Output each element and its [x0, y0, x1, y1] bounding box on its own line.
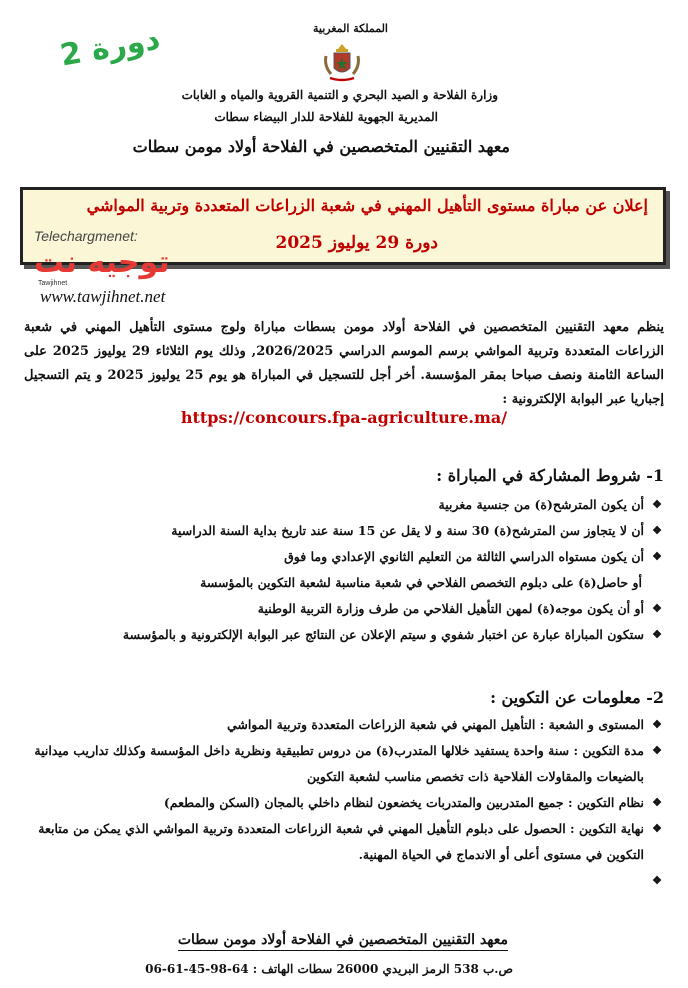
regional-directorate: المديرية الجهوية للفلاحة للدار البيضاء سطات [214, 110, 438, 124]
list-item: ❖ أن يكون المترشح(ة) من جنسية مغربية [32, 492, 662, 518]
intro-paragraph: ينظم معهد التقنيين المتخصصين في الفلاحة أولاد مومن بسطات مباراة ولوج مستوى التأهيل المهني في شعبة الزراعات المتعددة وتربية المواشي برسم الموسم الدراسي 2026/2025, وذلك يوم الثلاثاء 29 يوليوز 2025 على الساعة الثامنة ونصف صباحا بمقر المؤسسة. أخر أجل للتسجيل في المباراة هو يوم 25 يوليوز 2025 و يتم التسجيل إجباريا عبر البوابة الإلكترونية : [24, 320, 665, 407]
footer-institute-name: معهد التقنيين المتخصصين في الفلاحة أولاد مومن سطات [178, 932, 508, 951]
section-participation-conditions-title: 1- شروط المشاركة في المباراة : [436, 466, 664, 485]
diamond-bullet-icon: ❖ [652, 796, 662, 809]
diamond-bullet-icon: ❖ [652, 744, 662, 757]
session-badge: دورة 2 [57, 21, 163, 74]
announcement-date: دورة 29 يوليوز 2025 [275, 233, 438, 253]
watermark-label: Telechargmenet: [34, 228, 138, 244]
registration-link[interactable]: https://concours.fpa-agriculture.ma/ [180, 408, 508, 427]
list-item: ❖ أو أن يكون موجه(ة) لمهن التأهيل الفلاحي من طرف وزارة التربية الوطنية [32, 596, 662, 622]
ministry-name: وزارة الفلاحة و الصيد البحري و التنمية القروية والمياه و الغابات [181, 88, 498, 102]
list-item: ❖ نظام التكوين : جميع المتدربين والمتدربات يخضعون لنظام داخلي بالمجان (السكن والمطعم) [32, 790, 662, 816]
list-item: ❖ أن يكون مستواه الدراسي الثالثة من التعليم الثانوي الإعدادي وما فوق [32, 544, 662, 570]
diamond-bullet-icon: ❖ [652, 498, 662, 511]
diamond-bullet-icon: ❖ [652, 628, 662, 641]
list-item: ❖ المستوى و الشعبة : التأهيل المهني في شعبة الزراعات المتعددة وتربية المواشي [32, 712, 662, 738]
training-info-list [32, 712, 662, 887]
participation-conditions-list [32, 492, 662, 648]
watermark-logo: توجيه نت [34, 245, 170, 280]
watermark-small-text: Tawjihnet [38, 280, 68, 287]
institute-name: معهد التقنيين المتخصصين في الفلاحة أولاد مومن سطات [132, 137, 510, 156]
announcement-title: إعلان عن مباراة مستوى التأهيل المهني في شعبة الزراعات المتعددة وتربية المواشي [86, 196, 648, 215]
kingdom-label: المملكة المغربية [313, 22, 388, 35]
watermark-url[interactable]: www.tawjihnet.net [40, 287, 166, 306]
list-item: أو حاصل(ة) على دبلوم التخصص الفلاحي في شعبة مناسبة لشعبة التكوين بالمؤسسة [200, 575, 642, 590]
diamond-bullet-icon: ❖ [652, 550, 662, 563]
list-item: ❖ نهاية التكوين : الحصول على دبلوم التأهيل المهني في شعبة الزراعات المتعددة وتربية المواشي الذي يمكن من متابعة التكوين في مستوى أعلى أو الاندماج في الحياة المهنية. [32, 816, 662, 868]
diamond-bullet-icon: ❖ [652, 822, 662, 835]
diamond-bullet-icon: ❖ [652, 874, 662, 887]
list-item: ❖ مدة التكوين : سنة واحدة يستفيد خلالها المتدرب(ة) من دروس تطبيقية ونظرية داخل المؤسسة وكذلك تداريب ميدانية بالضيعات والمقاولات الفلاحية ذات تخصص مناسب لشعبة التكوين [32, 738, 662, 790]
diamond-bullet-icon: ❖ [652, 524, 662, 537]
footer-address: ص.ب 538 الرمز البريدي 26000 سطات الهاتف : 64-98-45-61-06 [145, 962, 513, 976]
list-item: ❖ ستكون المباراة عبارة عن اختبار شفوي و سيتم الإعلان عن النتائج عبر البوابة الإلكترونية و بالمؤسسة [32, 622, 662, 648]
coat-of-arms-icon [322, 40, 362, 84]
list-item: ❖ أن لا يتجاوز سن المترشح(ة) 30 سنة و لا يقل عن 15 سنة عند تاريخ بداية السنة الدراسية [32, 518, 662, 544]
section-training-info-title: 2- معلومات عن التكوين : [490, 688, 664, 707]
diamond-bullet-icon: ❖ [652, 602, 662, 615]
diamond-bullet-icon: ❖ [652, 718, 662, 731]
